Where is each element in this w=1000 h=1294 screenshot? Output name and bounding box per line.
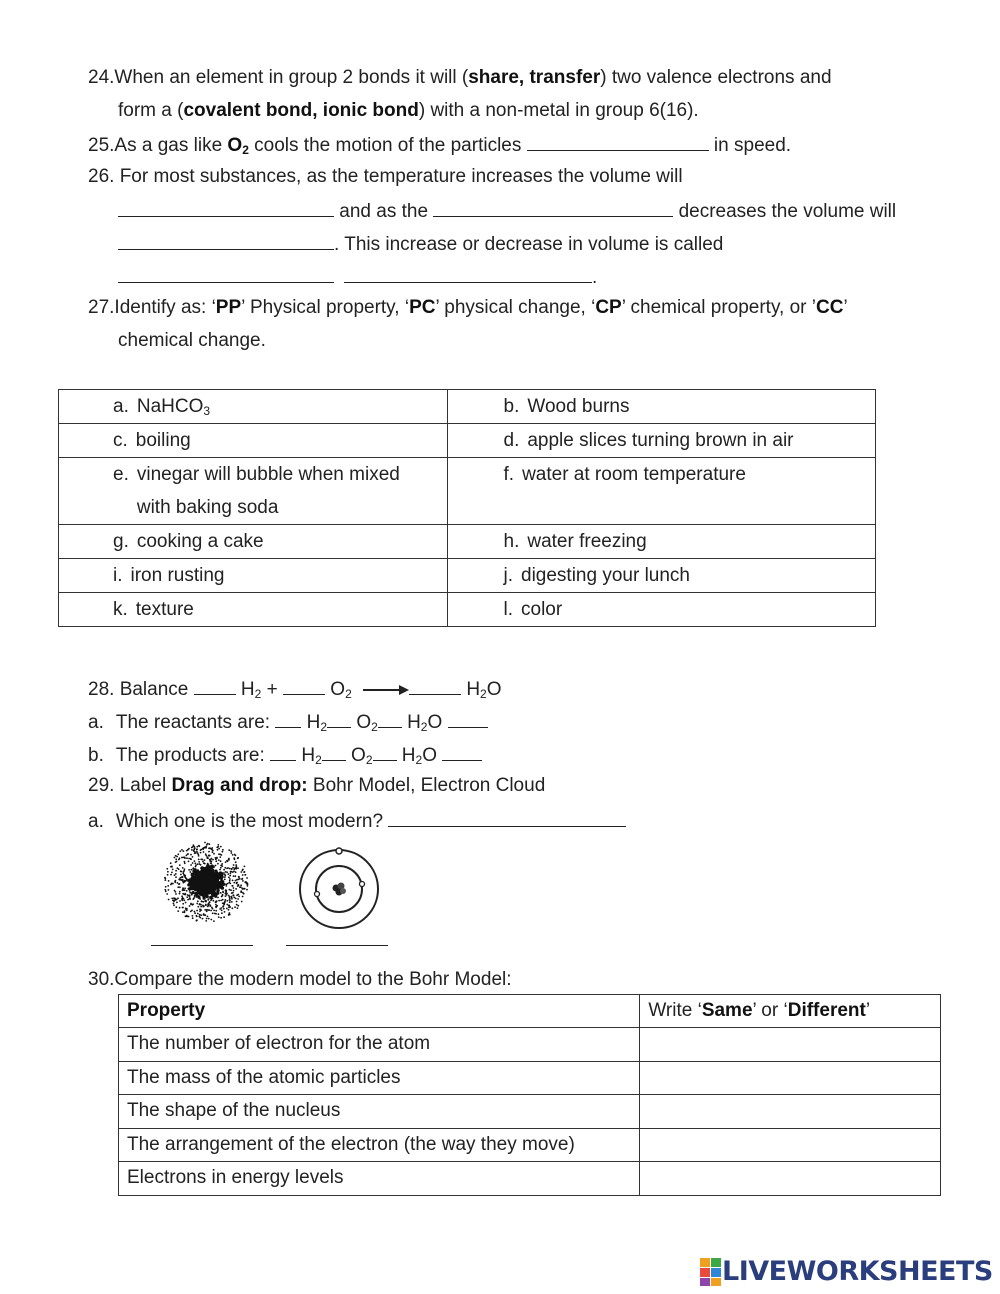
- q25-blank[interactable]: [527, 132, 709, 151]
- q28a-blank-3[interactable]: [378, 709, 402, 728]
- liveworksheets-logo-icon: [700, 1258, 722, 1286]
- q26-line1: 26. For most substances, as the temperature increases the volume will: [88, 166, 683, 187]
- item-letter: b.: [503, 396, 520, 417]
- q29a-blank[interactable]: [388, 808, 626, 827]
- q24-text: form a (: [118, 100, 184, 121]
- item-letter: a.: [113, 396, 129, 417]
- q28-equation: 28. Balance $H_2 + O_2$ $H_2O$: [88, 676, 502, 702]
- q30-header-property: Property: [119, 995, 640, 1028]
- reaction-arrow-icon: [363, 684, 409, 696]
- q27-code-cp: CP: [595, 297, 622, 318]
- q28a-letter: a.: [88, 712, 104, 733]
- item-text: water freezing: [527, 531, 647, 552]
- q28b-line: b. The products are: $H_2$ $O_2$ $H_2O$: [88, 742, 482, 768]
- q28a-blank-2[interactable]: [327, 709, 351, 728]
- q24-choice-bond: covalent bond, ionic bond: [183, 100, 419, 121]
- item-letter: e.: [113, 464, 129, 485]
- q28b-letter: b.: [88, 745, 104, 766]
- q30-answer-cell[interactable]: [640, 1095, 941, 1129]
- q28-coef-h2o[interactable]: [409, 676, 461, 695]
- q27-item-i[interactable]: [59, 559, 448, 593]
- item-letter: l.: [503, 599, 513, 620]
- q27-item-l[interactable]: [447, 593, 876, 627]
- q28b-blank-2[interactable]: [322, 742, 346, 761]
- q29-label: 29. Label: [88, 775, 172, 796]
- q25-line: [88, 132, 791, 158]
- item-text: boiling: [135, 430, 191, 451]
- item-letter: d.: [503, 430, 520, 451]
- q27-item-j[interactable]: [447, 559, 876, 593]
- q29a-text: Which one is the most modern?: [115, 811, 389, 832]
- item-text: color: [521, 599, 563, 620]
- liveworksheets-logo: [700, 1256, 993, 1287]
- q25-text: cools the motion of the particles: [248, 135, 527, 156]
- q29a-line: [88, 808, 626, 834]
- q30-row-label: The mass of the atomic particles: [119, 1062, 640, 1095]
- q26-line3: [118, 231, 723, 257]
- q26-blank-1[interactable]: [118, 198, 334, 217]
- q27-item-k[interactable]: [59, 593, 448, 627]
- item-letter: j.: [503, 565, 513, 586]
- q24-text: ) with a non-metal in group 6(16).: [418, 100, 699, 121]
- q26-text: decreases the volume will: [673, 201, 897, 222]
- drop-target-bohr[interactable]: [286, 930, 388, 946]
- item-sub: 3: [203, 404, 211, 418]
- q27-table: [58, 389, 876, 627]
- q27-item-e[interactable]: [59, 458, 448, 525]
- q26-text: and as the: [334, 201, 434, 222]
- q30-title: 30.Compare the modern model to the Bohr Model:: [88, 969, 512, 990]
- q30-row-label: The shape of the nucleus: [119, 1095, 640, 1129]
- q27-item-h[interactable]: [447, 525, 876, 559]
- q26-blank-4[interactable]: [118, 264, 334, 283]
- q28b-text: The products are:: [115, 745, 271, 766]
- electron-cloud-image: [160, 838, 252, 926]
- item-text: iron rusting: [130, 565, 225, 586]
- q24-choice-share-transfer: share, transfer: [468, 67, 601, 88]
- q25-formula: O: [227, 135, 243, 156]
- item-letter: k.: [113, 599, 128, 620]
- q28b-blank-4[interactable]: [442, 742, 482, 761]
- q27-item-g[interactable]: [59, 525, 448, 559]
- q26-blank-2[interactable]: [433, 198, 673, 217]
- item-text: digesting your lunch: [521, 565, 690, 586]
- item-letter: f.: [503, 464, 515, 485]
- item-text: Wood burns: [527, 396, 630, 417]
- q27-item-a[interactable]: [59, 390, 448, 424]
- drop-target-cloud[interactable]: [151, 930, 253, 946]
- q29a-letter: a.: [88, 811, 104, 832]
- q24-line2: [118, 99, 699, 123]
- q30-answer-cell[interactable]: [640, 1129, 941, 1162]
- q26-blank-3[interactable]: [118, 231, 334, 250]
- q27-code-pp: PP: [215, 297, 242, 318]
- q27-code-cc: CC: [816, 297, 844, 318]
- item-letter: c.: [113, 430, 128, 451]
- q27-item-c[interactable]: [59, 424, 448, 458]
- q30-row-label: The arrangement of the electron (the way they move): [119, 1129, 640, 1162]
- q25-text: in speed.: [708, 135, 792, 156]
- q24-text: ) two valence electrons and: [600, 67, 832, 88]
- q27-item-d[interactable]: [447, 424, 876, 458]
- q27-code-pc: PC: [409, 297, 436, 318]
- q28-coef-h2[interactable]: [194, 676, 236, 695]
- q24-text: 24.When an element in group 2 bonds it will (: [88, 67, 469, 88]
- item-letter: g.: [113, 531, 129, 552]
- q26-period: .: [592, 267, 598, 288]
- q29-options: Bohr Model, Electron Cloud: [307, 775, 546, 796]
- q25-text: 25.As a gas like: [88, 135, 228, 156]
- q30-answer-cell[interactable]: [640, 1062, 941, 1095]
- item-text-cont: with baking soda: [136, 497, 279, 518]
- q30-header-answer: Write ‘Same’ or ‘Different’: [640, 995, 941, 1028]
- q29-instruction: Drag and drop:: [171, 775, 308, 796]
- q27-line1: 27.Identify as: ‘PP’ Physical property, ‘PC’ physical change, ‘CP’ chemical property, or ’CC’: [88, 297, 848, 318]
- q28a-blank-4[interactable]: [448, 709, 488, 728]
- liveworksheets-logo-text: LIVEWORKSHEETS: [722, 1256, 993, 1287]
- q26-blank-5[interactable]: [344, 264, 592, 283]
- item-text: apple slices turning brown in air: [527, 430, 794, 451]
- item-text: vinegar will bubble when mixed: [136, 464, 400, 485]
- q28-coef-o2[interactable]: [283, 676, 325, 695]
- item-letter: i.: [113, 565, 123, 586]
- q30-table: [118, 994, 941, 1196]
- q27-item-b[interactable]: [447, 390, 876, 424]
- item-text: water at room temperature: [522, 464, 746, 485]
- q24-line1: [88, 66, 832, 90]
- q30-answer-cell[interactable]: [640, 1162, 941, 1196]
- q28-label: 28. Balance: [88, 679, 194, 700]
- q26-text: . This increase or decrease in volume is called: [334, 234, 724, 255]
- q28a-text: The reactants are:: [115, 712, 276, 733]
- q29-line: [88, 774, 545, 798]
- q30-row-label: Electrons in energy levels: [119, 1162, 640, 1196]
- q26-line4: [118, 264, 597, 290]
- item-text: NaHCO: [136, 396, 204, 417]
- item-text: texture: [135, 599, 194, 620]
- q25-formula-sub: 2: [242, 143, 249, 157]
- bohr-model-image: [296, 846, 382, 932]
- q30-answer-cell[interactable]: [640, 1028, 941, 1062]
- q28b-blank-3[interactable]: [373, 742, 397, 761]
- q27-line2: chemical change.: [118, 330, 266, 351]
- item-text: cooking a cake: [136, 531, 264, 552]
- q28a-line: a. The reactants are: $H_2$ $O_2$ $H_2O$: [88, 709, 488, 735]
- q30-row-label: The number of electron for the atom: [119, 1028, 640, 1062]
- q26-line2: [118, 198, 896, 224]
- q28b-blank-1[interactable]: [270, 742, 296, 761]
- q27-item-f[interactable]: [447, 458, 876, 525]
- item-letter: h.: [503, 531, 520, 552]
- q28a-blank-1[interactable]: [275, 709, 301, 728]
